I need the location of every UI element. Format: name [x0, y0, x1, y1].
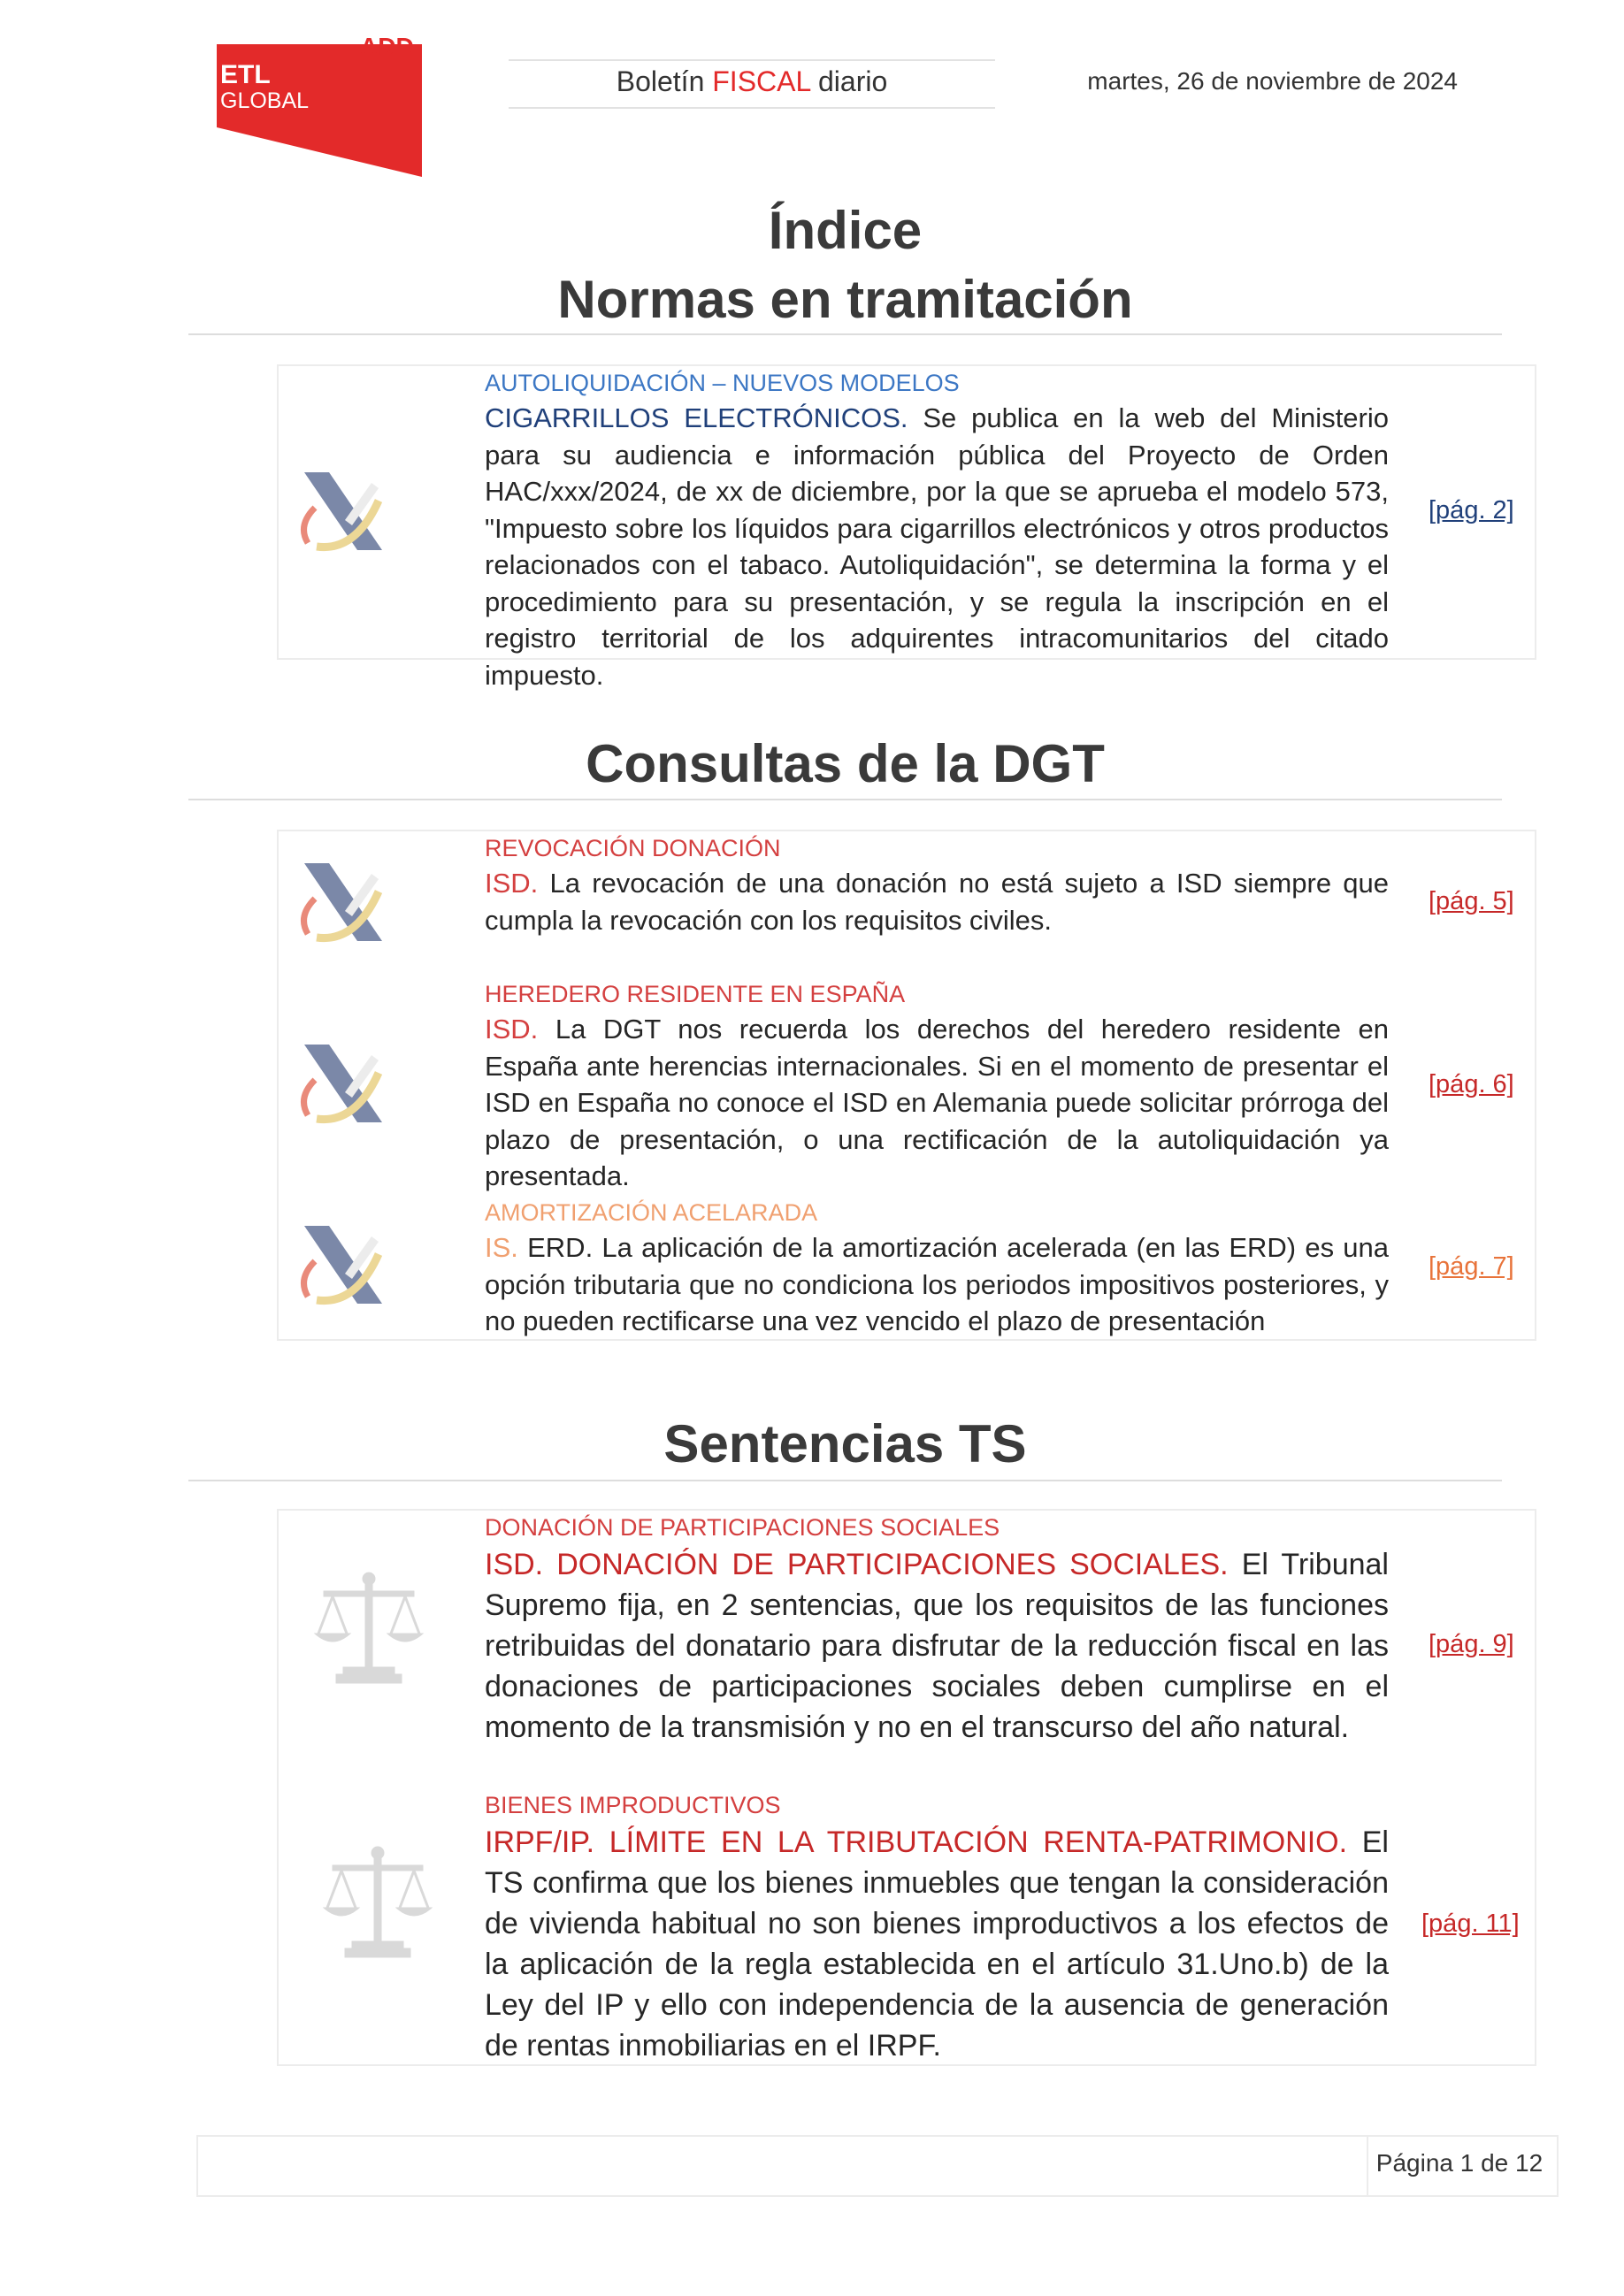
- page-link[interactable]: [pág. 6]: [1429, 1070, 1514, 1098]
- aeat-logo-icon: [294, 858, 391, 946]
- section-title-sentencias: Sentencias TS: [663, 1414, 1027, 1473]
- entry-summary: ISD. La DGT nos recuerda los derechos del heredero residente en España ante herencias internacionales. Si en el momento de presentar el ISD en España no conoce el ISD en Alemania puede solicitar prórroga del plazo de presentación, o una rectificación de la autoliquidación ya presentada.: [485, 1014, 1389, 1191]
- aeat-logo-icon: [294, 467, 391, 555]
- section-title-normas: Normas en tramitación: [557, 270, 1133, 329]
- page-link[interactable]: [pág. 2]: [1429, 496, 1514, 524]
- entry-summary: IRPF/IP. LÍMITE EN LA TRIBUTACIÓN RENTA-PATRIMONIO. El TS confirma que los bienes inmuebles que tengan la consideración de vivienda habitual no son bienes improductivos a los efectos de la aplicación de la regla establecida en el artículo 31.Uno.b) de la Ley del IP y ello con independencia de la ausencia de generación de rentas inmobiliarias en el IRPF.: [485, 1825, 1389, 2063]
- entry-summary: CIGARRILLOS ELECTRÓNICOS. Se publica en la web del Ministerio para su audiencia e información pública del Proyecto de Orden HAC/xxx/2024, de xx de diciembre, por la que se aprueba el modelo 573, "Impuesto sobre los líquidos para cigarrillos electrónicos y otros productos relacionados con el tabaco. Autoliquidación", se determina la forma y el procedimiento para su presentación, y se regula la inscripción en el registro territorial de los adquirentes intracomunitarios del citado impuesto.: [485, 402, 1389, 691]
- section-rule: [188, 333, 1502, 335]
- svg-text:GLOBAL: GLOBAL: [220, 88, 310, 113]
- section-rule: [188, 799, 1502, 800]
- entry-lead: IS.: [485, 1232, 518, 1263]
- svg-text:ETL: ETL: [220, 60, 271, 89]
- entry-lead: ISD.: [485, 1014, 539, 1045]
- page-footer: [196, 2135, 1559, 2197]
- aeat-logo-icon: [294, 1221, 391, 1309]
- entry-category: HEREDERO RESIDENTE EN ESPAÑA: [485, 981, 906, 1007]
- page-link[interactable]: [pág. 7]: [1429, 1252, 1514, 1281]
- entry-category: REVOCACIÓN DONACIÓN: [485, 835, 781, 861]
- svg-text:ADD: ADD: [360, 33, 414, 60]
- entry-category: AUTOLIQUIDACIÓN – NUEVOS MODELOS: [485, 370, 960, 396]
- entry-lead: IRPF/IP. LÍMITE EN LA TRIBUTACIÓN RENTA-PATRIMONIO.: [485, 1825, 1348, 1859]
- entry-summary: ISD. La revocación de una donación no está sujeto a ISD siempre que cumpla la revocación con los requisitos civiles.: [485, 868, 1389, 936]
- aeat-logo-icon: [294, 1039, 391, 1128]
- etl-global-logo: [217, 32, 422, 177]
- page-number: Página 1 de 12: [1375, 2149, 1544, 2177]
- section-title-consultas: Consultas de la DGT: [586, 734, 1105, 793]
- section-rule: [188, 1480, 1502, 1481]
- page-link[interactable]: [pág. 11]: [1421, 1910, 1520, 1938]
- scale-icon: [311, 1570, 426, 1689]
- index-title: Índice: [768, 201, 923, 260]
- entry-lead: CIGARRILLOS ELECTRÓNICOS.: [485, 402, 908, 433]
- footer-divider: [1367, 2135, 1368, 2197]
- entry-summary: IS. ERD. La aplicación de la amortización acelerada (en las ERD) es una opción tributaria que no condiciona los periodos impositivos posteriores, y no pueden rectificarse una vez vencido el plazo de presentación: [485, 1232, 1389, 1336]
- page-link[interactable]: [pág. 9]: [1429, 1630, 1514, 1658]
- entry-category: DONACIÓN DE PARTICIPACIONES SOCIALES: [485, 1514, 1000, 1541]
- bulletin-date: martes, 26 de noviembre de 2024: [1087, 67, 1458, 95]
- entry-category: BIENES IMPRODUCTIVOS: [485, 1792, 781, 1818]
- entry-lead: ISD. DONACIÓN DE PARTICIPACIONES SOCIALES.: [485, 1548, 1229, 1581]
- entry-category: AMORTIZACIÓN ACELARADA: [485, 1199, 818, 1226]
- page-link[interactable]: [pág. 5]: [1429, 887, 1514, 915]
- scale-icon: [320, 1844, 435, 1963]
- header-rule-bottom: [509, 107, 995, 109]
- entry-summary: ISD. DONACIÓN DE PARTICIPACIONES SOCIALES. El Tribunal Supremo fija, en 2 sentencias, que los requisitos de las funciones retribuidas del donatario para disfrutar de la reducción fiscal en las donaciones de participaciones sociales deben cumplirse en el momento de la transmisión y no en el transcurso del año natural.: [485, 1548, 1389, 1744]
- bulletin-title: Boletín FISCAL diario: [616, 65, 888, 97]
- entry-lead: ISD.: [485, 868, 539, 899]
- header-rule-top: [509, 59, 995, 61]
